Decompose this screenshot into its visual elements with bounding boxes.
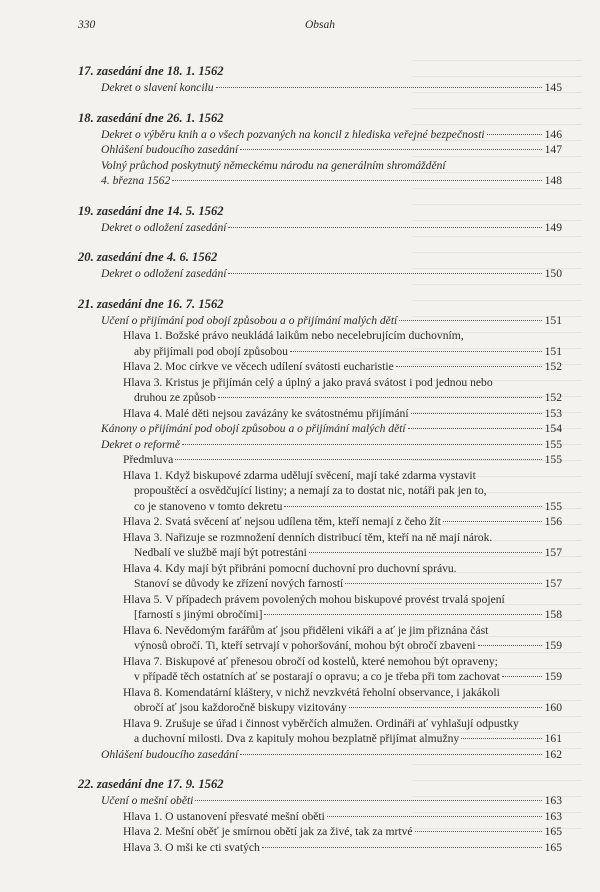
session-heading-text: 22. zasedání dne 17. 9. 1562	[78, 777, 224, 791]
toc-entry-text: Hlava 3. O mši ke cti svatých	[123, 840, 260, 854]
dot-leader	[478, 645, 542, 646]
section-gap	[78, 282, 562, 296]
toc-entry	[78, 359, 562, 375]
toc-entry-line	[78, 328, 562, 344]
section-gap	[78, 235, 562, 249]
toc-entry-text: Učení o přijímání pod obojí způsobou a o přijímání malých dětí	[101, 313, 398, 327]
toc-page-number: 159	[544, 670, 562, 683]
toc-entry-line	[78, 623, 562, 639]
dot-leader	[399, 320, 542, 321]
section-gap	[78, 189, 562, 203]
toc-entry	[78, 824, 562, 840]
dot-leader	[461, 738, 542, 739]
session-heading	[78, 249, 562, 266]
toc-page-number: 160	[544, 701, 562, 714]
dot-leader	[240, 149, 542, 150]
toc-page-number: 162	[544, 747, 562, 761]
dot-leader	[411, 413, 542, 414]
dot-leader	[327, 816, 542, 817]
toc-page-number: 150	[544, 267, 562, 280]
toc-page-number: 155	[544, 453, 562, 466]
dot-leader	[240, 754, 542, 755]
toc-entry-text: Hlava 4. Kdy mají být přibráni pomocní duchovní pro duchovní správu.	[123, 561, 457, 575]
toc-entry-text: Hlava 9. Zrušuje se úřad i činnost vyběrčích almužen. Ordináři ať vyhlašují odpustky	[123, 716, 519, 730]
toc-entry	[78, 421, 562, 437]
running-title: Obsah	[304, 19, 336, 31]
toc-entry	[78, 576, 562, 592]
toc-entry-text: Dekret o výběru knih a o všech pozvaných na koncil z hlediska veřejné bezpečnosti	[101, 127, 485, 141]
toc-entry	[78, 840, 562, 856]
toc-entry	[78, 514, 562, 530]
toc-entry	[78, 173, 562, 189]
toc-page-number: 145	[544, 81, 562, 94]
session-heading-text: 17. zasedání dne 18. 1. 1562	[78, 64, 224, 78]
toc-entry-line	[78, 685, 562, 701]
session-heading-text: 20. zasedání dne 4. 6. 1562	[78, 250, 218, 264]
toc-entry	[78, 545, 562, 561]
toc-page-number: 151	[544, 344, 562, 358]
dot-leader	[218, 397, 542, 398]
session-heading	[78, 63, 562, 80]
toc-entry	[78, 80, 562, 96]
toc-entry-text: Hlava 2. Svatá svěcení ať nejsou udílena těm, kteří nemají z čeho žít	[123, 515, 441, 528]
dot-leader	[502, 676, 542, 677]
toc-entry-text: Dekret o odložení zasedání	[101, 220, 227, 234]
toc-entry-line	[78, 158, 562, 174]
session-heading-text: 21. zasedání dne 16. 7. 1562	[78, 296, 224, 311]
toc-entry	[78, 452, 562, 468]
toc-page-number: 154	[544, 422, 562, 435]
toc-entry-text: Volný průchod poskytnutý německému národu na generálním shromáždění	[101, 158, 446, 172]
dot-leader	[443, 521, 542, 522]
toc-entry-text: Hlava 3. Kristus je přijímán celý a úplný a jako pravá svátost i pod jednou nebo	[123, 375, 493, 389]
dot-leader	[284, 506, 542, 507]
toc-entry-text: Kánony o přijímání pod obojí způsobou a o přijímání malých dětí	[101, 422, 406, 435]
toc-page-number: 151	[544, 313, 562, 327]
toc-page-number: 152	[544, 360, 562, 373]
toc-entry-text: Učení o mešní oběti	[101, 794, 194, 807]
dot-leader	[415, 831, 542, 832]
toc-entry-text: Dekret o odložení zasedání	[101, 267, 227, 280]
toc-entry	[78, 142, 562, 158]
dot-leader	[290, 351, 542, 352]
toc-page-number: 161	[544, 732, 562, 745]
toc-page-number: 149	[544, 220, 562, 234]
session-heading	[78, 776, 562, 793]
toc-page-number: 159	[544, 639, 562, 652]
dot-leader	[228, 227, 542, 228]
toc-entry	[78, 313, 562, 329]
dot-leader	[396, 366, 542, 367]
toc-entry-text: Dekret o reformě	[101, 437, 180, 451]
dot-leader	[182, 444, 542, 445]
session-heading-text: 19. zasedání dne 14. 5. 1562	[78, 203, 224, 218]
toc-entry-text: Nedbalí ve službě mají být potrestáni	[134, 546, 307, 559]
toc-entry-text: Hlava 5. V případech právem povolených mohou biskupové provést trvalá spojení	[123, 592, 505, 606]
toc-entry-line	[78, 530, 562, 546]
toc-entry-line	[78, 592, 562, 608]
toc-page-number: 157	[544, 546, 562, 559]
toc-entry-text: a duchovní milosti. Dva z kapituly mohou bezplatně přijímat almužny	[134, 732, 460, 745]
dot-leader	[175, 459, 542, 460]
session-heading	[78, 203, 562, 220]
toc-entry-line	[78, 375, 562, 391]
toc-entry-text: Hlava 1. Když biskupové zdarma udělují svěcení, mají také zdarma vystavit	[123, 468, 476, 482]
toc-page-number: 152	[544, 391, 562, 404]
toc-entry-text: Předmluva	[123, 453, 174, 466]
toc-page-number: 148	[544, 174, 562, 187]
toc-page-number: 155	[544, 437, 562, 451]
toc-entry	[78, 344, 562, 360]
toc-entry	[78, 669, 562, 685]
toc-entry-text: obročí ať jsou každoročně biskupy vizitovány	[134, 701, 347, 714]
toc-entry-text: [farností s jinými obročími]	[134, 608, 263, 621]
dot-leader	[309, 552, 542, 553]
toc-entry-text: v případě těch ostatních ať se postarají o opravu; a co je třeba při tom zachovat	[134, 670, 500, 683]
session-heading-text: 18. zasedání dne 26. 1. 1562	[78, 110, 224, 125]
toc-page-number: 147	[544, 143, 562, 156]
toc-entry-text: co je stanoveno v tomto dekretu	[134, 499, 283, 513]
toc-entry-line	[78, 654, 562, 670]
dot-leader	[408, 428, 542, 429]
toc-entry-text: aby přijímali pod obojí způsobou	[134, 344, 288, 358]
toc-entry-text: Ohlášení budoucího zasedání	[101, 747, 239, 761]
toc-entry-line	[78, 561, 562, 577]
dot-leader	[349, 707, 542, 708]
toc-entry-text: Hlava 2. Mešní oběť je smírnou obětí jak za živé, tak za mrtvé	[123, 825, 413, 838]
toc-page-number: 165	[544, 840, 562, 854]
session-heading	[78, 110, 562, 127]
table-of-contents	[78, 63, 562, 855]
toc-entry	[78, 220, 562, 236]
toc-entry-text: druhou ze způsob	[134, 391, 216, 404]
toc-entry	[78, 700, 562, 716]
toc-page-number: 146	[544, 127, 562, 141]
toc-entry-text: Hlava 8. Komendatární kláštery, v nichž nevzkvétá řeholní observance, i jakákoli	[123, 685, 500, 699]
toc-page-number: 156	[544, 515, 562, 528]
toc-page-number: 163	[544, 794, 562, 807]
toc-page-number: 158	[544, 608, 562, 621]
toc-entry-text: Hlava 4. Malé děti nejsou zavázány ke svátostnému přijímání	[123, 406, 409, 420]
dot-leader	[216, 87, 542, 88]
toc-entry	[78, 638, 562, 654]
running-header	[78, 19, 562, 33]
dot-leader	[262, 847, 542, 848]
toc-page-number: 165	[544, 825, 562, 838]
section-gap	[78, 96, 562, 110]
dot-leader	[487, 134, 542, 135]
toc-page-number: 155	[544, 499, 562, 513]
dot-leader	[172, 180, 542, 181]
toc-entry-text: Hlava 6. Nevědomým farářům ať jsou přiděleni vikáři a ať je jim přiznána část	[123, 623, 489, 637]
toc-entry	[78, 607, 562, 623]
toc-entry-text: Hlava 2. Moc církve ve věcech udílení svátosti eucharistie	[123, 360, 394, 373]
toc-entry	[78, 437, 562, 453]
toc-entry-text: Dekret o slavení koncilu	[101, 81, 214, 94]
toc-entry	[78, 390, 562, 406]
toc-entry	[78, 809, 562, 825]
toc-entry-line	[78, 716, 562, 732]
dot-leader	[195, 800, 542, 801]
dot-leader	[228, 273, 542, 274]
toc-entry	[78, 731, 562, 747]
toc-page-number: 163	[544, 809, 562, 823]
toc-entry-text: propouštěcí a osvědčující listiny; a nemají za to dostat nic, notáři pak jen to,	[134, 484, 487, 497]
toc-entry	[78, 747, 562, 763]
dot-leader	[345, 583, 542, 584]
toc-entry	[78, 406, 562, 422]
toc-entry-text: Hlava 1. Božské právo neukládá laikům nebo necelebrujícím duchovním,	[123, 329, 464, 342]
dot-leader	[264, 614, 542, 615]
toc-entry-text: 4. března 1562	[101, 174, 171, 187]
toc-entry	[78, 127, 562, 143]
toc-entry	[78, 266, 562, 282]
toc-entry-text: výnosů obročí. Ti, kteří setrvají v pohoršování, mohou být obročí zbaveni	[134, 639, 476, 652]
toc-entry-text: Stanoví se důvody ke zřízení nových farností	[134, 577, 344, 590]
toc-entry-text: Hlava 1. O ustanovení přesvaté mešní oběti	[123, 809, 325, 823]
toc-entry-line	[78, 483, 562, 499]
section-gap	[78, 762, 562, 776]
session-heading	[78, 296, 562, 313]
page-number: 330	[78, 19, 96, 31]
toc-page-number: 157	[544, 577, 562, 590]
toc-page-number: 153	[544, 406, 562, 420]
toc-entry-line	[78, 468, 562, 484]
toc-entry	[78, 499, 562, 515]
toc-entry-text: Hlava 7. Biskupové ať přenesou obročí od kostelů, které nemohou být opraveny;	[123, 654, 498, 668]
toc-entry-text: Hlava 3. Nařizuje se rozmnožení denních distribucí těm, kteří na ně mají nárok.	[123, 530, 493, 544]
toc-entry-text: Ohlášení budoucího zasedání	[101, 143, 239, 156]
toc-entry	[78, 793, 562, 809]
